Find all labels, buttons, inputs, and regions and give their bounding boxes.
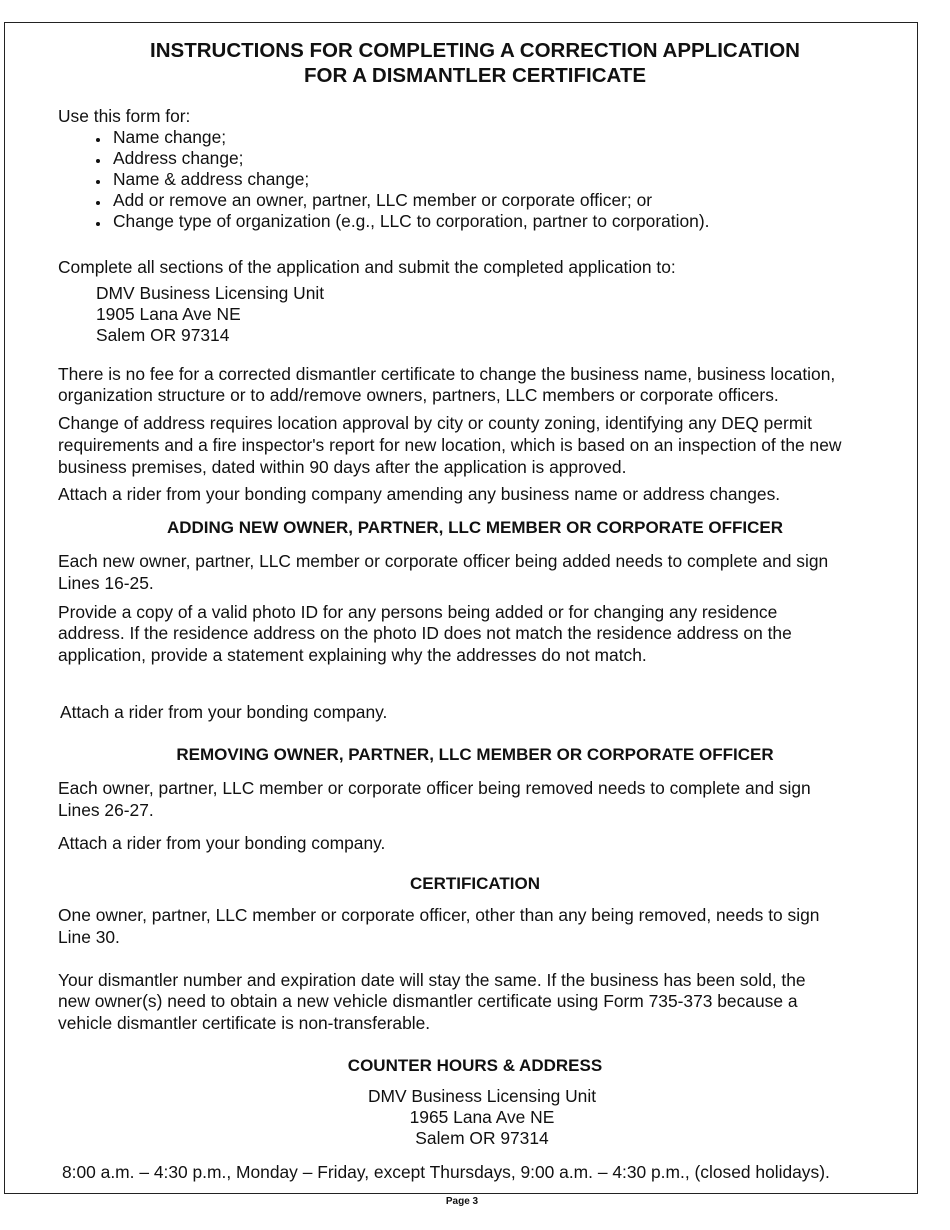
rider-general: Attach a rider from your bonding company amending any business name or address changes. <box>58 484 781 504</box>
certification-p2-line-3: vehicle dismantler certificate is non-transferable. <box>58 1013 431 1033</box>
counter-heading: COUNTER HOURS & ADDRESS <box>347 1056 603 1075</box>
use-form-intro: Use this form for: <box>58 106 191 126</box>
adding-p1-line-2: Lines 16-25. <box>58 573 154 593</box>
no-fee-line-2: organization structure or to add/remove owners, partners, LLC members or corporate officers. <box>58 385 779 405</box>
removing-rider: Attach a rider from your bonding company. <box>58 833 386 853</box>
change-address-line-2: requirements and a fire inspector's report for new location, which is based on an inspection of the new <box>58 435 842 455</box>
list-item: Address change; <box>92 148 709 169</box>
submit-intro: Complete all sections of the application and submit the completed application to: <box>58 257 676 277</box>
adding-rider: Attach a rider from your bonding company. <box>60 702 388 722</box>
removing-p1-line-1: Each owner, partner, LLC member or corporate officer being removed needs to complete and sign <box>58 778 811 798</box>
adding-p2-line-3: application, provide a statement explaining why the addresses do not match. <box>58 645 647 665</box>
list-item: Change type of organization (e.g., LLC to corporation, partner to corporation). <box>92 211 709 232</box>
submit-address-line-3: Salem OR 97314 <box>96 325 230 345</box>
counter-hours: 8:00 a.m. – 4:30 p.m., Monday – Friday, except Thursdays, 9:00 a.m. – 4:30 p.m., (closed holidays). <box>62 1162 830 1182</box>
submit-address-line-1: DMV Business Licensing Unit <box>96 283 325 303</box>
use-form-list <box>92 127 709 232</box>
certification-p2-line-1: Your dismantler number and expiration date will stay the same. If the business has been sold, the <box>58 970 806 990</box>
removing-heading: REMOVING OWNER, PARTNER, LLC MEMBER OR CORPORATE OFFICER <box>176 745 774 764</box>
adding-p2-line-1: Provide a copy of a valid photo ID for any persons being added or for changing any residence <box>58 602 778 622</box>
certification-heading: CERTIFICATION <box>409 874 540 893</box>
change-address-line-3: business premises, dated within 90 days after the application is approved. <box>58 457 627 477</box>
counter-address-line-1: DMV Business Licensing Unit <box>367 1086 597 1106</box>
removing-p1-line-2: Lines 26-27. <box>58 800 154 820</box>
page-title-line-2: FOR A DISMANTLER CERTIFICATE <box>303 64 647 87</box>
certification-p1-line-1: One owner, partner, LLC member or corporate officer, other than any being removed, needs to sign <box>58 905 820 925</box>
page-title-line-1: INSTRUCTIONS FOR COMPLETING A CORRECTION APPLICATION <box>150 39 800 62</box>
list-item: Name change; <box>92 127 709 148</box>
counter-address-line-3: Salem OR 97314 <box>415 1128 549 1148</box>
page-number: Page 3 <box>445 1196 479 1207</box>
list-item: Name & address change; <box>92 169 709 190</box>
change-address-line-1: Change of address requires location approval by city or county zoning, identifying any DEQ permit <box>58 413 812 433</box>
certification-p1-line-2: Line 30. <box>58 927 120 947</box>
certification-p2-line-2: new owner(s) need to obtain a new vehicle dismantler certificate using Form 735-373 because a <box>58 991 798 1011</box>
list-item: Add or remove an owner, partner, LLC member or corporate officer; or <box>92 190 709 211</box>
submit-address-line-2: 1905 Lana Ave NE <box>96 304 241 324</box>
adding-heading: ADDING NEW OWNER, PARTNER, LLC MEMBER OR CORPORATE OFFICER <box>166 518 784 537</box>
no-fee-line-1: There is no fee for a corrected dismantler certificate to change the business name, business location, <box>58 364 836 384</box>
adding-p1-line-1: Each new owner, partner, LLC member or corporate officer being added needs to complete and sign <box>58 551 829 571</box>
counter-address-line-2: 1965 Lana Ave NE <box>409 1107 555 1127</box>
adding-p2-line-2: address. If the residence address on the photo ID does not match the residence address on the <box>58 623 792 643</box>
